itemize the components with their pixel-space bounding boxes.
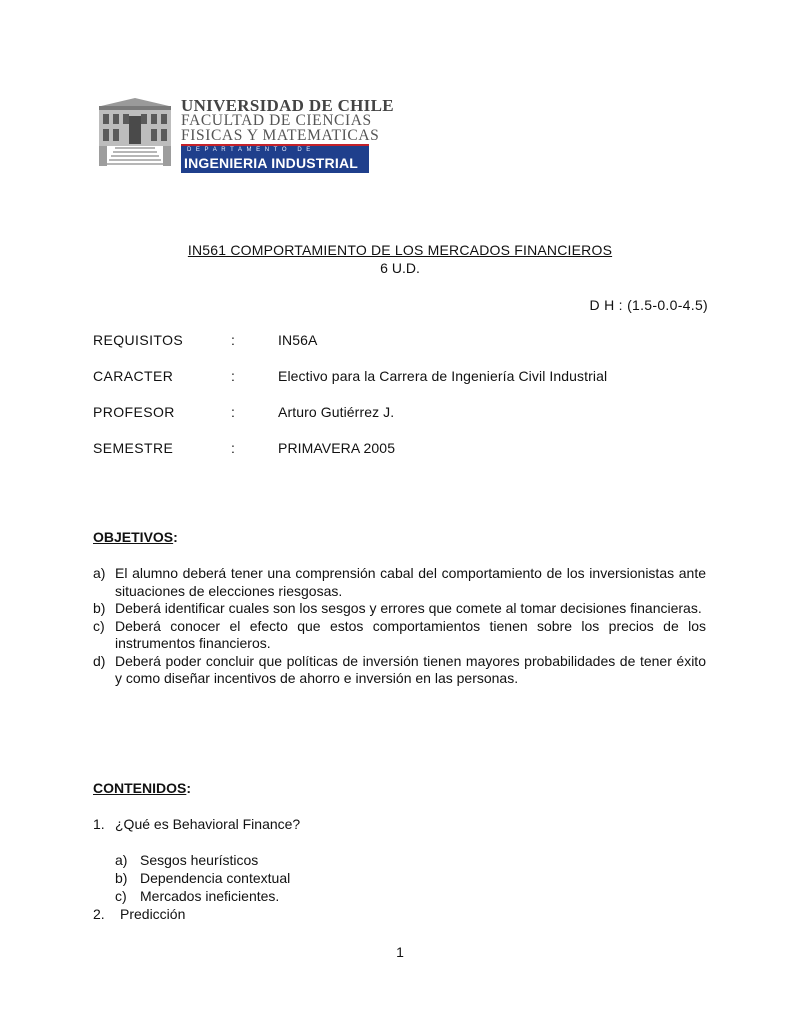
logo-department-label: DEPARTAMENTO DE	[187, 147, 315, 153]
objetivos-list	[93, 565, 706, 688]
list-item	[93, 600, 706, 618]
list-item-label: b)	[93, 600, 106, 616]
course-dh: D H : (1.5-0.0-4.5)	[589, 297, 708, 313]
list-item-text: Deberá conocer el efecto que estos comportamientos tienen sobre los precios de los instrumentos financieros.	[115, 617, 706, 651]
list-item-text: Deberá identificar cuales son los sesgos y errores que comete al tomar decisiones financieras.	[115, 600, 702, 616]
page-number: 1	[396, 944, 404, 960]
info-key: CARACTER	[93, 368, 174, 384]
logo-department-banner	[181, 146, 369, 173]
info-value: PRIMAVERA 2005	[278, 440, 396, 456]
sub-list-item	[93, 887, 706, 905]
list-item-label: a)	[93, 565, 106, 581]
objetivos-heading-text: OBJETIVOS	[93, 529, 174, 545]
info-key: REQUISITOS	[93, 332, 184, 348]
info-key: PROFESOR	[93, 404, 175, 420]
info-row-profesor	[93, 404, 713, 422]
info-separator: :	[231, 368, 236, 384]
info-value: IN56A	[278, 332, 318, 348]
logo-faculty-line2: FISICAS Y MATEMATICAS	[181, 127, 380, 144]
list-item	[93, 618, 706, 653]
info-value: Electivo para la Carrera de Ingeniería Civil Industrial	[278, 368, 608, 384]
course-title-text: IN561 COMPORTAMIENTO DE LOS MERCADOS FINANCIEROS	[187, 242, 613, 258]
info-key: SEMESTRE	[93, 440, 174, 456]
objetivos-heading-colon: :	[173, 529, 178, 545]
list-item-text: Deberá poder concluir que políticas de inversión tienen mayores probabilidades de tener éxito y como diseñar incentivos de ahorro e inversión en las personas.	[115, 652, 706, 686]
contenidos-heading-colon: :	[186, 780, 192, 796]
building-emblem-icon	[95, 96, 175, 170]
list-item-label: b)	[115, 870, 128, 886]
info-row-requisitos	[93, 332, 713, 350]
logo-department-name: INGENIERIA INDUSTRIAL	[184, 155, 359, 171]
info-separator: :	[231, 440, 236, 456]
sub-list-item	[93, 851, 706, 869]
list-item-text: ¿Qué es Behavioral Finance?	[115, 816, 301, 832]
list-item-label: c)	[93, 617, 105, 634]
contenidos-heading	[93, 780, 191, 796]
info-row-caracter	[93, 368, 713, 386]
list-item	[93, 565, 706, 600]
university-logo	[95, 96, 394, 174]
list-item	[93, 815, 706, 833]
list-item	[93, 653, 706, 688]
list-item-text: Mercados ineficientes.	[140, 888, 280, 904]
course-title	[0, 242, 800, 260]
list-item-label: d)	[93, 652, 106, 669]
contenidos-heading-text: CONTENIDOS	[93, 780, 187, 796]
contenidos-list	[93, 815, 706, 923]
info-separator: :	[231, 332, 236, 348]
list-item-text: Dependencia contextual	[140, 870, 291, 886]
objetivos-heading	[93, 529, 178, 545]
sub-list-item	[93, 869, 706, 887]
info-row-semestre	[93, 440, 713, 458]
list-item-text: El alumno deberá tener una comprensión cabal del comportamiento de los inversionistas ante situaciones de elecciones riesgosas.	[115, 565, 706, 599]
list-item-label: c)	[115, 888, 127, 904]
logo-faculty-line1: FACULTAD DE CIENCIAS	[181, 112, 372, 129]
course-units: 6 U.D.	[380, 260, 420, 276]
list-item	[93, 905, 706, 923]
info-value: Arturo Gutiérrez J.	[278, 404, 395, 420]
list-item-label: 2.	[93, 906, 105, 922]
list-item-text: Sesgos heurísticos	[140, 852, 259, 868]
list-item-label: 1.	[93, 816, 105, 832]
list-item-text: Predicción	[120, 906, 186, 922]
list-spacer	[93, 833, 706, 851]
list-item-label: a)	[115, 852, 128, 868]
info-separator: :	[231, 404, 236, 420]
logo-university-name: UNIVERSIDAD DE CHILE	[181, 96, 394, 115]
